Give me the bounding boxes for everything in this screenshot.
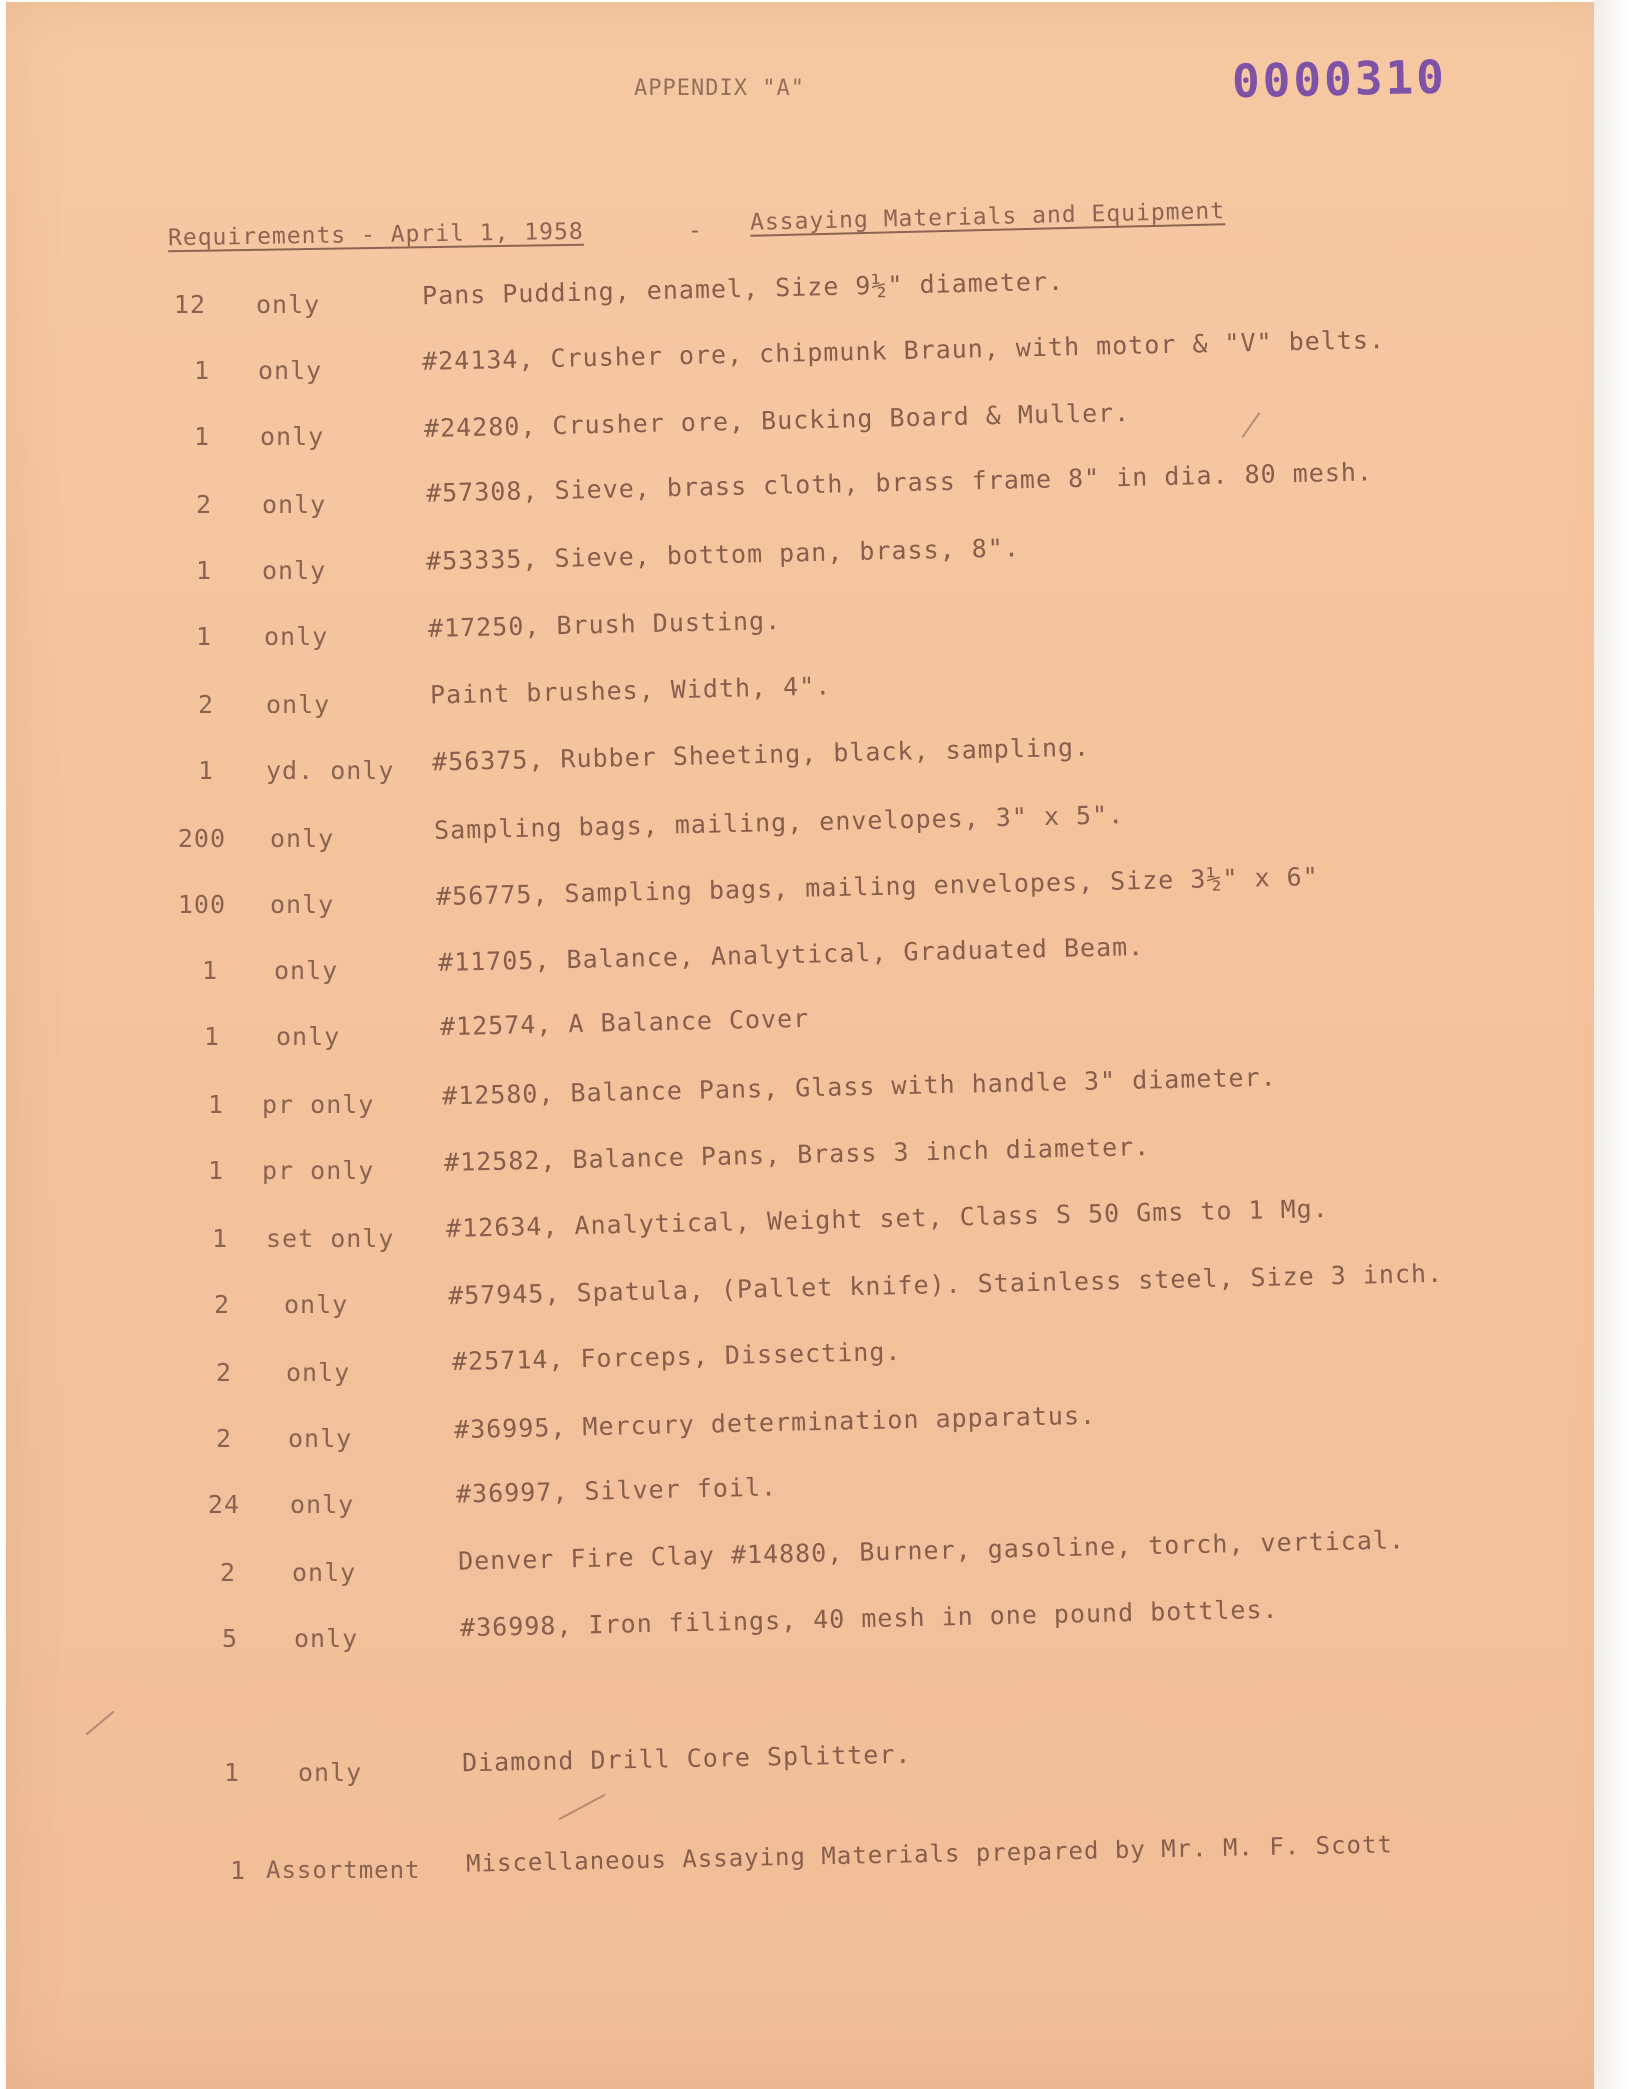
item-unit: pr only [262,1090,375,1119]
item-description: #36995, Mercury determination apparatus. [453,1400,1097,1445]
item-description: #12574, A Balance Cover [439,1003,810,1042]
item-unit: only [258,356,323,385]
item-quantity: 24 [207,1490,240,1519]
item-unit: only [264,622,329,651]
item-quantity: 100 [177,890,226,919]
item-description: Diamond Drill Core Splitter. [461,1739,912,1778]
item-unit: only [266,690,331,719]
item-quantity: 200 [177,824,226,853]
item-quantity: 1 [207,1156,224,1185]
item-description: #36997, Silver foil. [455,1472,778,1509]
item-quantity: 2 [195,490,212,519]
item-description: #36998, Iron filings, 40 mesh in one pound bottles. [459,1594,1279,1643]
item-unit: only [270,824,335,853]
item-unit: pr only [262,1156,375,1185]
item-unit: only [256,290,321,319]
item-unit: only [276,1022,341,1051]
item-quantity: 1 [211,1224,228,1253]
item-unit: only [260,422,325,451]
item-description: #56375, Rubber Sheeting, black, sampling. [431,732,1091,777]
item-description: #24134, Crusher ore, chipmunk Braun, with motor & "V" belts. [421,325,1386,376]
subtitle-topic: Assaying Materials and Equipment [749,198,1226,236]
item-quantity: 1 [229,1856,246,1885]
item-description: #25714, Forceps, Dissecting. [451,1336,902,1377]
item-description: #57308, Sieve, brass cloth, brass frame 8" in dia. 80 mesh. [425,457,1374,508]
item-description: Miscellaneous Assaying Materials prepared by Mr. M. F. Scott [465,1830,1394,1878]
item-quantity: 12 [173,290,206,319]
item-description: #17250, Brush Dusting. [427,605,782,644]
item-quantity: 2 [219,1558,236,1587]
item-quantity: 1 [223,1758,240,1787]
item-unit: only [294,1624,359,1653]
item-description: Denver Fire Clay #14880, Burner, gasoline, torch, vertical. [457,1525,1406,1576]
item-description: Paint brushes, Width, 4". [429,671,832,710]
subtitle-dash: - [688,218,703,244]
paper-sheet [6,2,1628,2089]
item-unit: only [298,1758,363,1787]
item-unit: only [292,1558,357,1587]
appendix-heading: APPENDIX "A" [634,76,805,101]
item-quantity: 1 [201,956,218,985]
item-quantity: 2 [215,1358,232,1387]
item-unit: only [290,1490,355,1519]
item-unit: only [274,956,339,985]
item-description: #53335, Sieve, bottom pan, brass, 8". [425,533,1021,576]
item-unit: only [262,556,327,585]
item-quantity: 1 [207,1090,224,1119]
item-quantity: 1 [193,356,210,385]
document-number-stamp: 0000310 [1231,49,1448,109]
scan-margin [1594,0,1632,2089]
item-quantity: 1 [195,622,212,651]
item-description: #24280, Crusher ore, Bucking Board & Muller. [423,397,1131,444]
item-quantity: 2 [197,690,214,719]
item-description: #56775, Sampling bags, mailing envelopes, Size 3½" x 6" [435,861,1320,912]
item-description: #11705, Balance, Analytical, Graduated Beam. [437,931,1145,978]
item-unit: yd. only [266,756,395,785]
item-unit: only [262,490,327,519]
item-description: #12580, Balance Pans, Glass with handle 3" diameter. [441,1062,1277,1111]
item-quantity: 1 [197,756,214,785]
item-unit: only [288,1424,353,1453]
item-description: Pans Pudding, enamel, Size 9½" diameter. [421,266,1065,311]
item-quantity: 2 [215,1424,232,1453]
requirements-date: Requirements - April 1, 1958 [167,218,584,252]
item-unit: set only [266,1224,395,1253]
item-description: #57945, Spatula, (Pallet knife). Stainless steel, Size 3 inch. [447,1258,1444,1311]
item-quantity: 2 [213,1290,230,1319]
item-quantity: 1 [203,1022,220,1051]
item-unit: only [286,1358,351,1387]
item-quantity: 1 [193,422,210,451]
item-description: Sampling bags, mailing, envelopes, 3" x 5". [433,800,1125,845]
item-quantity: 5 [221,1624,238,1653]
item-unit: only [270,890,335,919]
item-description: #12634, Analytical, Weight set, Class S 50 Gms to 1 Mg. [445,1193,1330,1244]
item-unit: Assortment [266,1856,421,1884]
item-quantity: 1 [195,556,212,585]
item-description: #12582, Balance Pans, Brass 3 inch diameter. [443,1131,1151,1178]
item-unit: only [284,1290,349,1319]
